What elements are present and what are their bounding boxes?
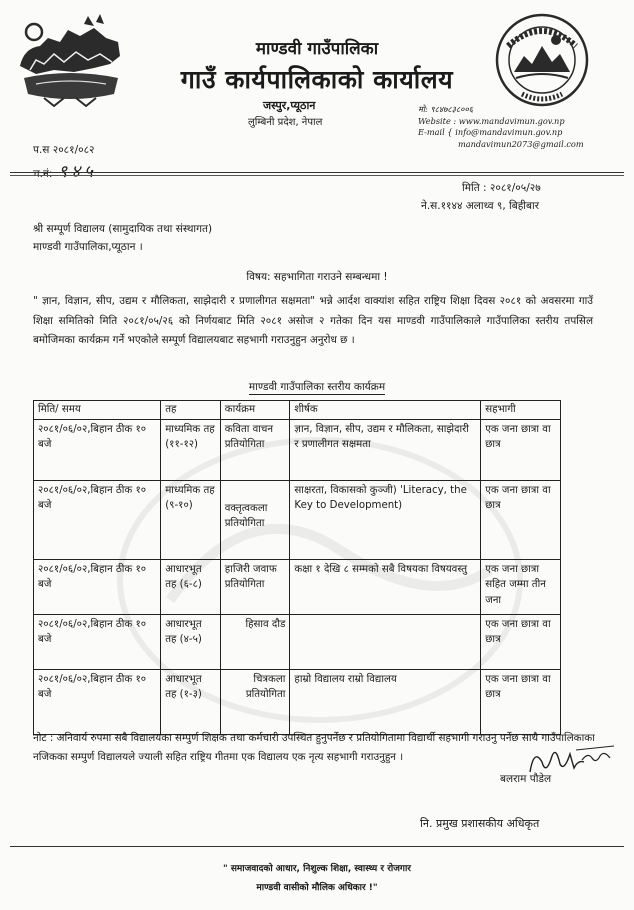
recipient-line1: श्री सम्पूर्ण विद्यालय (सामुदायिक तथा संस्थागत) [33, 223, 213, 235]
cell-date-time: २०८१/०६/०२,बिहान ठीक १० बजे [34, 614, 161, 669]
col-header-level: तह [161, 401, 221, 420]
website-label: Website [418, 115, 451, 126]
office-name: गाउँ कार्यपालिकाको कार्यालय [180, 65, 454, 94]
email-label: E-mail [418, 127, 445, 138]
cell-date-time: २०८१/०६/०२,बिहान ठीक १० बजे [34, 480, 161, 559]
signatory-title: नि. प्रमुख प्रशासकीय अधिकृत [420, 817, 540, 830]
cell-participants: एक जना छात्रा वा छात्र [481, 669, 561, 734]
col-header-program: कार्यक्रम [220, 401, 290, 420]
cell-participants: एक जना छात्रा वा छात्र [481, 419, 561, 480]
col-header-date-time: मिति/ समय [34, 401, 161, 420]
cell-level: आधारभूत तह (१-३) [161, 669, 221, 734]
chalani-number: ९४५ [58, 162, 97, 182]
header-divider-thin [10, 175, 624, 176]
table-header-row [34, 401, 561, 420]
address-line1: जस्पुर,प्यूठान [263, 99, 316, 112]
cell-topic: साक्षरता, विकासको कुञ्जी) 'Literacy, the Key to Development) [290, 480, 481, 559]
footer-divider [10, 846, 624, 847]
address-line2: लुम्बिनी प्रदेश, नेपाल [248, 117, 323, 128]
cell-topic: हाम्रो विद्यालय राम्रो विद्यालय [290, 669, 481, 734]
nepal-sambat-date: ने.स.११४४ अलाथ्व ९, बिहीबार [421, 200, 540, 212]
cell-date-time: २०८१/०६/०२,बिहान ठीक १० बजे [34, 419, 161, 480]
table-row [34, 419, 561, 480]
letter-date: मिति : २०८१/०५/२७ [462, 182, 541, 194]
signatory-name: बलराम पौडेल [500, 773, 552, 785]
cell-level: आधारभूत तह (६-८) [161, 559, 221, 614]
cell-program: वक्तृत्वकला प्रतियोगिता [220, 480, 290, 559]
patra-sankhya: प.स २०८१/०८२ [33, 144, 95, 156]
table-row [34, 614, 561, 669]
municipality-name: माण्डवी गाउँपालिका [255, 39, 379, 59]
body-paragraph: " ज्ञान, विज्ञान, सीप, उद्यम र मौलिकता, साझेदारी र प्रणालीगत सक्षमता" भन्ने आर्दश वाक्यांश सहित राष्ट्रिय शिक्षा दिवस २०८१ को अवसरमा गाउँ शिक्षा समितिको मिति २०८१/०५/२६ को निर्णयबाट मिति २०८१ असोज २ गतेका दिन यस माण्डवी गाउँपालिकाले गाउँपालिका स्तरीय तपसिल बमोजिमका कार्यक्रम गर्ने भएकोले सम्पूर्ण विद्यालयबाट सहभागी गराउनुहुन अनुरोध छ । [33, 295, 593, 346]
email-link-2[interactable]: mandavimun2073@gmail.com [458, 138, 584, 149]
cell-level: माध्यमिक तह (११-१२) [161, 419, 221, 480]
cell-date-time: २०८१/०६/०२,बिहान ठीक १० बजे [34, 669, 161, 734]
col-header-topic: शीर्षक [290, 401, 481, 420]
phone-number: मो: ९८४७८३८००६ [418, 104, 473, 114]
note-paragraph: नोट : अनिवार्य रुपमा सबै विद्यालयका सम्पुर्ण शिक्षक तथा कर्मचारी उपस्थित हुनुपर्नेछ र प्रतियोगितामा विद्यार्थी सहभागी गराउनु पर्नेछ साथै गाउँपालिकाका नजिकका सम्पुर्ण विद्यालयले ज्याली सहित राष्ट्रिय गीतमा एक विद्यालय एक नृत्य सहभागी गराउनुहुन । [33, 732, 595, 763]
cell-participants: एक जना छात्रा सहित जम्मा तीन जना [481, 559, 561, 614]
cell-level: आधारभूत तह (४-५) [161, 614, 221, 669]
table-row [34, 669, 561, 734]
cell-program: हिसाव दौड [220, 614, 290, 669]
subject-line: विषय: सहभागिता गराउने सम्बन्धमा ! [246, 271, 388, 283]
contact-block: मो: ९८४७८३८००६ Website : www.mandavimun.gov.np E-mail { info@mandavimun.gov.np mandavimun2073@gmail.com [418, 104, 584, 149]
website-link[interactable]: www.mandavimun.gov.np [458, 115, 565, 126]
cell-date-time: २०८१/०६/०२,बिहान ठीक १० बजे [34, 559, 161, 614]
cell-topic: ज्ञान, विज्ञान, सीप, उद्यम र मौलिकता, साझेदारी र प्रणालीगत सक्षमता [290, 419, 481, 480]
footer-motto-line1: " समाजवादको आधार, निशुल्क शिक्षा, स्वास्थ्य र रोजगार [223, 864, 411, 874]
header-divider [10, 172, 624, 173]
footer-motto-line2: माण्डवी वासीको मौलिक अधिकार !" [256, 883, 378, 893]
cell-program: हाजिरी जवाफ प्रतियोगिता [220, 559, 290, 614]
table-caption: माण्डवी गाउँपालिका स्तरीय कार्यक्रम [248, 381, 386, 393]
cell-participants: एक जना छात्रा वा छात्र [481, 614, 561, 669]
cell-topic [290, 614, 481, 669]
cell-program: कविता वाचन प्रतियोगिता [220, 419, 290, 480]
table-row [34, 559, 561, 614]
email-link-1[interactable]: info@mandavimun.gov.np [455, 127, 563, 138]
table-row [34, 480, 561, 559]
cell-level: माध्यमिक तह (९-१०) [161, 480, 221, 559]
cell-topic: कक्षा १ देखि ८ सम्मको सबै विषयका विषयवस्तु [290, 559, 481, 614]
chalani-number-row [33, 159, 97, 182]
cell-participants: एक जना छात्रा वा छात्र [481, 480, 561, 559]
recipient-line2: माण्डवी गाउँपालिका,प्यूठान । [33, 241, 143, 253]
chalani-label: च.नं: [33, 168, 53, 180]
col-header-participants: सहभागी [481, 401, 561, 420]
program-table [33, 400, 561, 735]
cell-program: चित्रकला प्रतियोगिता [220, 669, 290, 734]
